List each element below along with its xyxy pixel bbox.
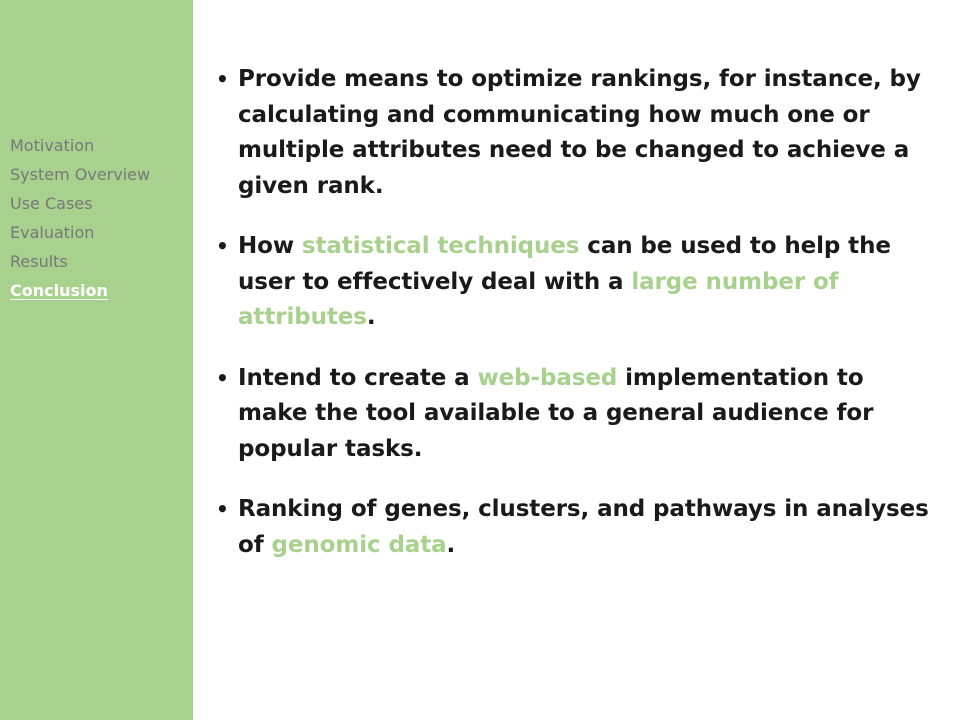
- bullet-text: implementation to make the tool available to a general audience for popular tasks.: [238, 364, 874, 462]
- bullet-dot-icon: •: [216, 365, 229, 390]
- bullet-dot-icon: •: [216, 67, 229, 91]
- nav-item-results[interactable]: Results: [10, 252, 68, 271]
- bullet-item: [216, 361, 932, 468]
- bullet-text: Intend to create a: [238, 364, 478, 391]
- bullet-item: [216, 492, 932, 563]
- bullet-list: [216, 62, 932, 588]
- highlight-text: statistical techniques: [301, 233, 580, 259]
- bullet-text: can be used to help the user to effectively deal with a: [238, 233, 891, 295]
- bullet-text: Ranking of genes, clusters, and pathways in analyses of: [238, 496, 929, 558]
- nav-item-use-cases[interactable]: Use Cases: [10, 194, 93, 213]
- bullet-item: [216, 62, 932, 204]
- highlight-text: web-based: [477, 364, 618, 391]
- sidebar: [0, 0, 193, 720]
- bullet-text: Provide means to optimize rankings, for instance, by calculating and communicating how much one or multiple attributes need to be changed to achieve a given rank.: [238, 66, 921, 199]
- section-nav: [10, 131, 150, 305]
- bullet-dot-icon: •: [216, 497, 229, 521]
- nav-item-conclusion[interactable]: Conclusion: [10, 281, 108, 300]
- bullet-item: [216, 229, 932, 336]
- bullet-text: How: [238, 233, 302, 259]
- nav-item-motivation[interactable]: Motivation: [10, 136, 95, 155]
- highlight-text: large number of attributes: [238, 268, 839, 330]
- nav-item-evaluation[interactable]: Evaluation: [10, 223, 95, 242]
- bullet-text: .: [366, 304, 376, 330]
- bullet-dot-icon: •: [216, 234, 229, 258]
- bullet-text: .: [446, 531, 456, 558]
- nav-item-system-overview[interactable]: System Overview: [10, 165, 151, 184]
- highlight-text: genomic data: [271, 531, 447, 558]
